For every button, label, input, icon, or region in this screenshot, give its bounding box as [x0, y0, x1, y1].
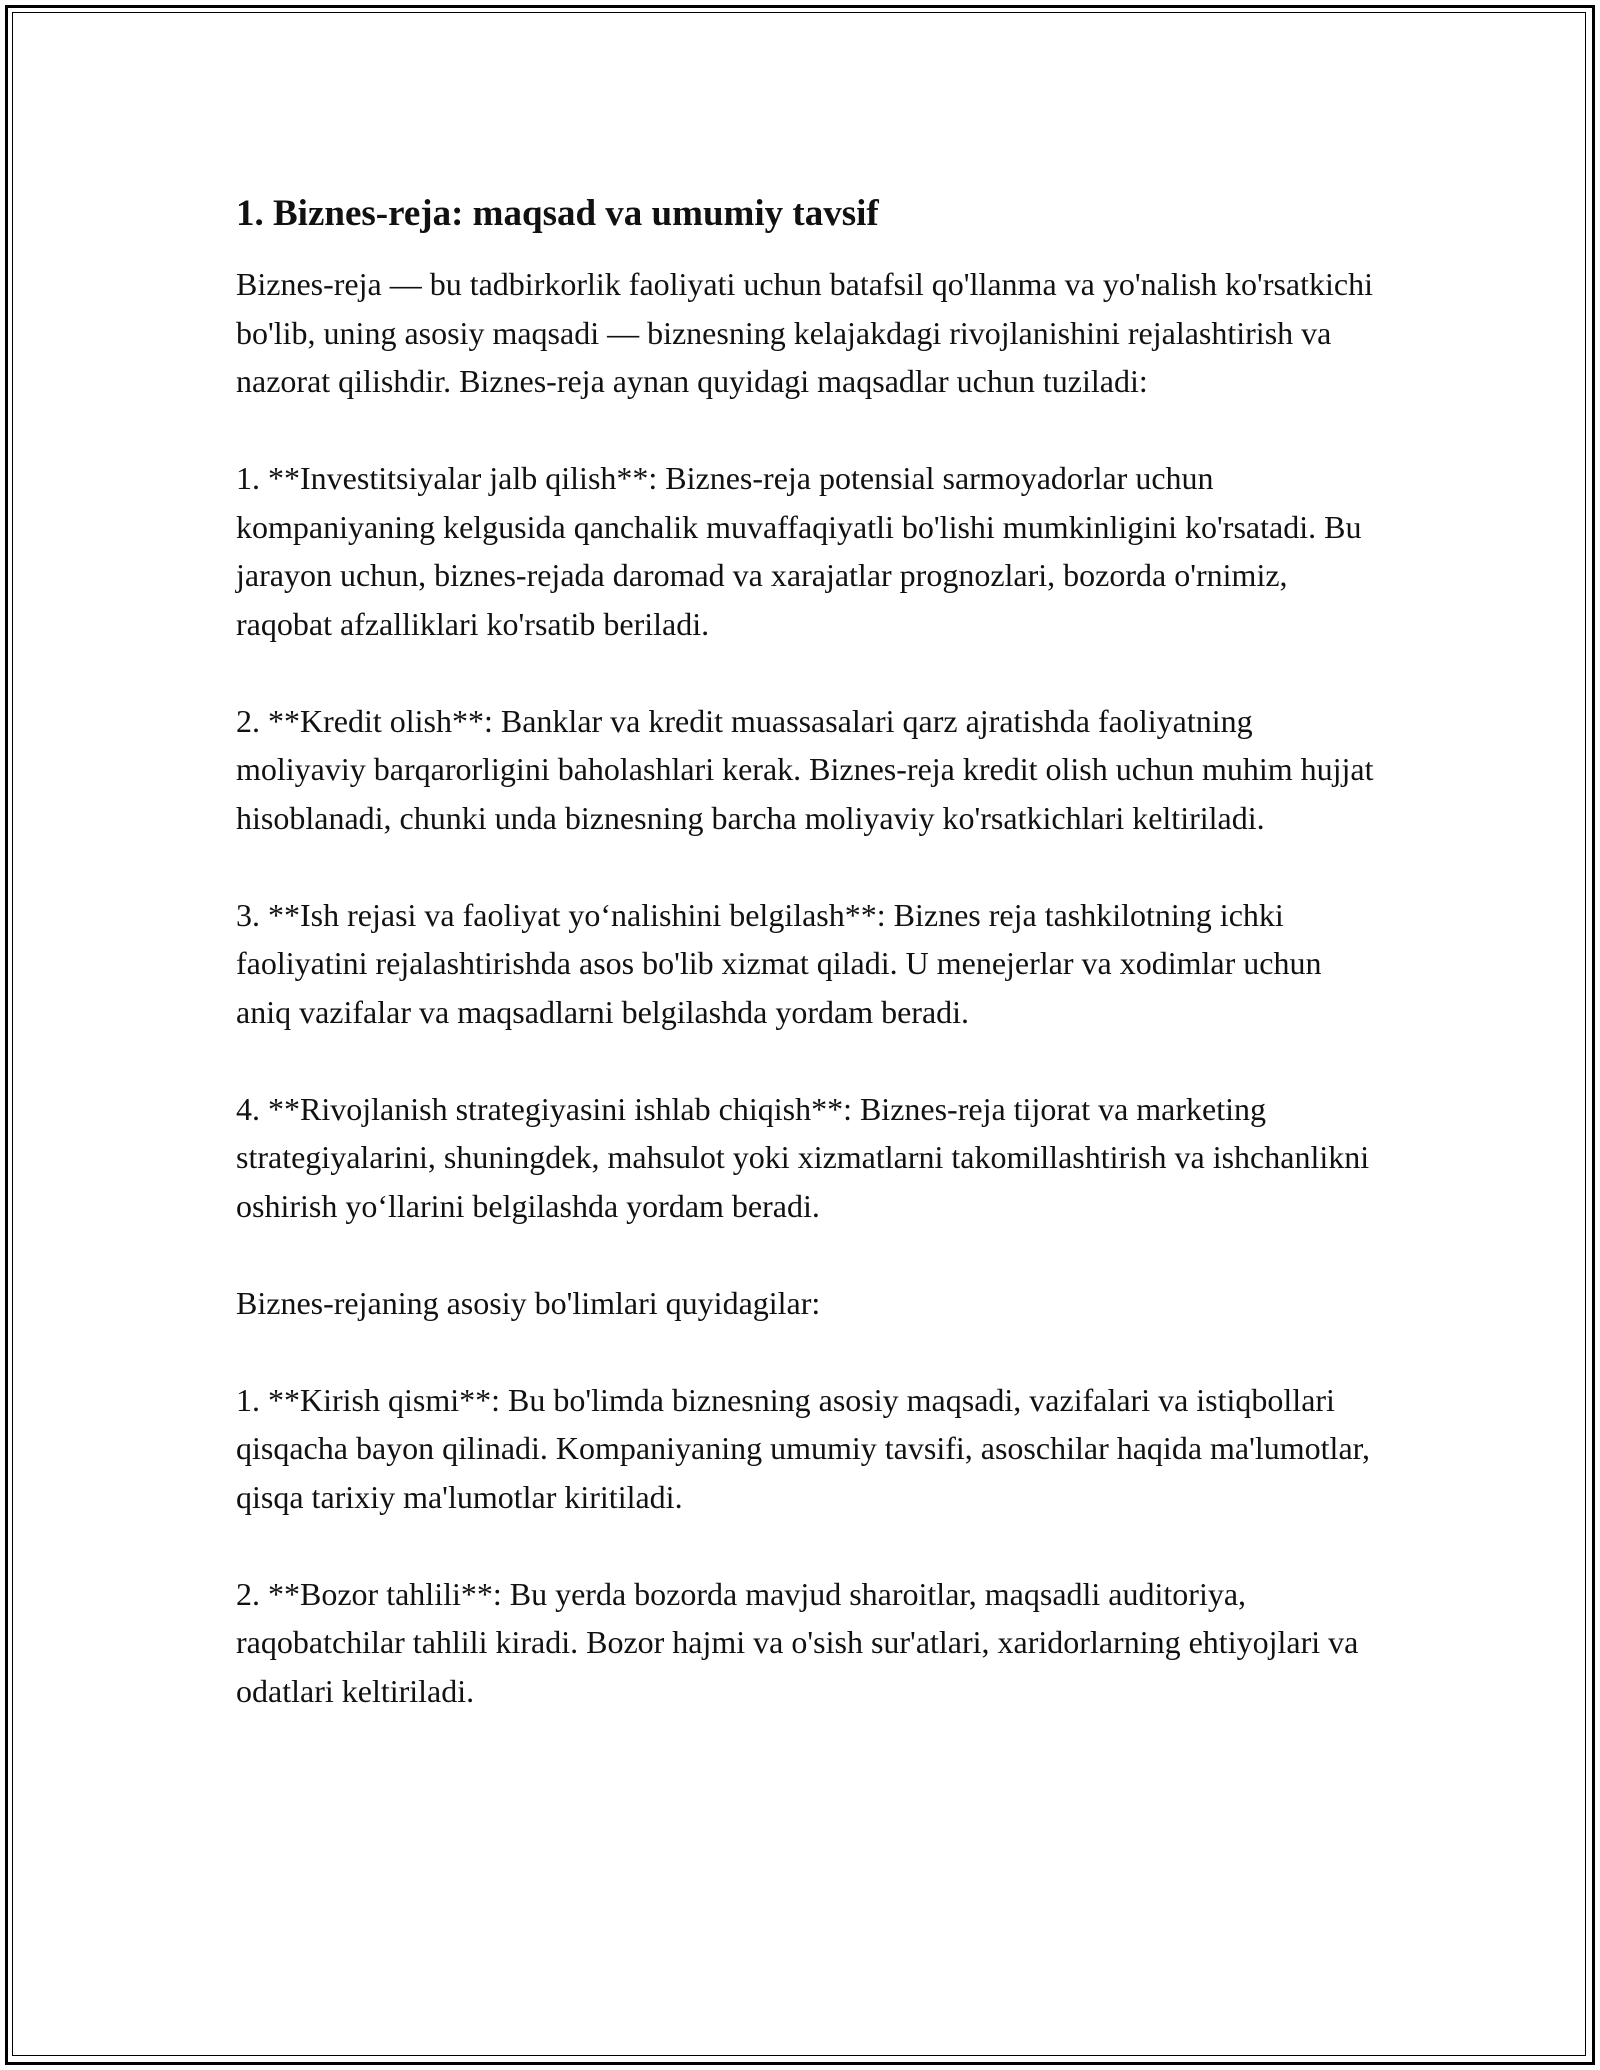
paragraph-sections-heading: Biznes-rejaning asosiy bo'limlari quyidagilar: [236, 1284, 821, 1321]
document-title: 1. Biznes-reja: maqsad va umumiy tavsif [236, 193, 879, 234]
paragraph-introduction-section: 1. **Kirish qismi**: Bu bo'limda biznesning asosiy maqsadi, vazifalari va istiqbollari qisqacha bayon qilinadi. Kompaniyaning umumiy tavsifi, asoschilar haqida ma'lumotlar, qisqa tarixiy ma'lumotlar kiritiladi. [236, 1381, 1371, 1515]
document-body [236, 190, 1376, 1715]
paragraph-work-plan: 3. **Ish rejasi va faoliyat yoʻnalishini belgilash**: Biznes reja tashkilotning ichki faoliyatini rejalashtirishda asos bo'lib xizmat qiladi. U menejerlar va xodimlar uchun aniq vazifalar va maqsadlarni belgilashda yordam beradi. [236, 896, 1322, 1030]
paragraph-market-analysis: 2. **Bozor tahlili**: Bu yerda bozorda mavjud sharoitlar, maqsadli auditoriya, raqobatchilar tahlili kiradi. Bozor hajmi va o'sish sur'atlari, xaridorlarning ehtiyojlari va odatlari keltiriladi. [236, 1575, 1359, 1709]
paragraph-intro: Biznes-reja — bu tadbirkorlik faoliyati uchun batafsil qo'llanma va yo'nalish ko'rsatkichi bo'lib, uning asosiy maqsadi — biznesning kelajakdagi rivojlanishini rejalashtirish va nazorat qilishdir. Biznes-reja aynan quyidagi maqsadlar uchun tuziladi: [236, 266, 1373, 399]
paragraph-investments: 1. **Investitsiyalar jalb qilish**: Biznes-reja potensial sarmoyadorlar uchun kompaniyaning kelgusida qanchalik muvaffaqiyatli bo'lishi mumkinligini ko'rsatadi. Bu jarayon uchun, biznes-rejada daromad va xarajatlar prognozlari, bozorda o'rnimiz, raqobat afzalliklari ko'rsatib beriladi. [236, 460, 1362, 642]
paragraph-strategy: 4. **Rivojlanish strategiyasini ishlab chiqish**: Biznes-reja tijorat va marketing strategiyalarini, shuningdek, mahsulot yoki xizmatlarni takomillashtirish va ishchanlikni oshirish yoʻllarini belgilashda yordam beradi. [236, 1090, 1370, 1224]
paragraph-credit: 2. **Kredit olish**: Banklar va kredit muassasalari qarz ajratishda faoliyatning moliyaviy barqarorligini baholashlari kerak. Biznes-reja kredit olish uchun muhim hujjat hisoblanadi, chunki unda biznesning barcha moliyaviy ko'rsatkichlari keltiriladi. [236, 702, 1374, 836]
